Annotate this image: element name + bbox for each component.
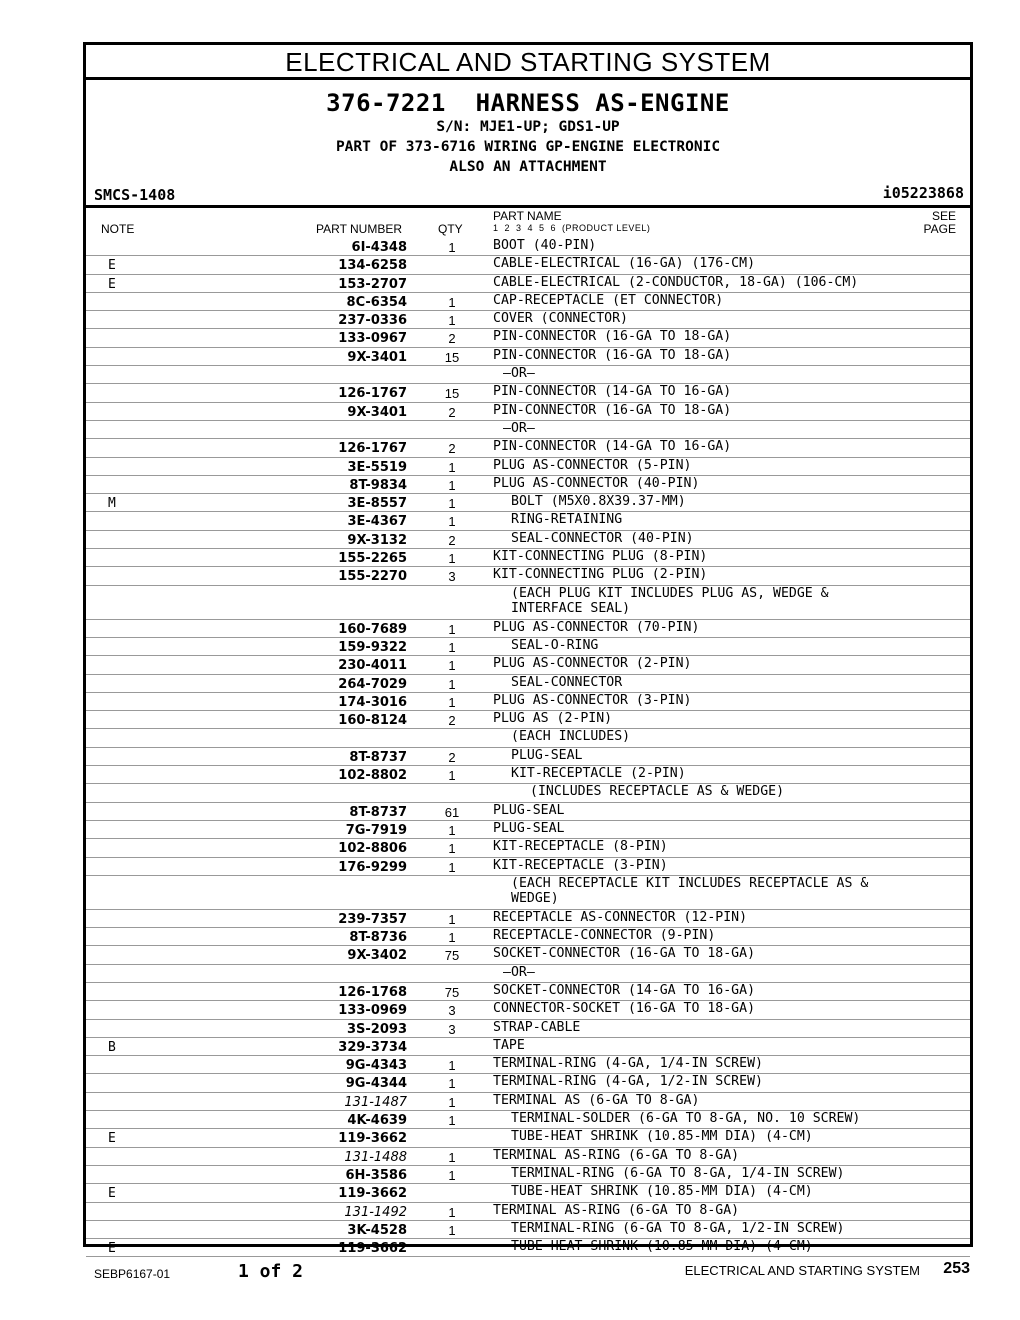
row-quantity: 1 xyxy=(448,459,456,475)
row-part-name: TERMINAL-RING (4-GA, 1/2-IN SCREW) xyxy=(493,1074,763,1090)
row-part-name: PLUG-SEAL xyxy=(493,802,565,818)
row-quantity: 2 xyxy=(448,532,456,548)
row-part-number: 119-3662 xyxy=(338,1131,407,1147)
row-part-name: RECEPTACLE AS-CONNECTOR (12-PIN) xyxy=(493,909,748,925)
row-quantity: 1 xyxy=(448,496,456,512)
column-header-see: SEE xyxy=(931,209,956,223)
row-part-name: PLUG AS-CONNECTOR (2-PIN) xyxy=(493,656,692,672)
row-part-number: 3E-5519 xyxy=(347,459,407,475)
table-row xyxy=(86,348,970,366)
table-row xyxy=(86,1074,970,1092)
row-part-number: 329-3734 xyxy=(338,1039,407,1055)
row-note: E xyxy=(108,1241,116,1257)
row-quantity: 1 xyxy=(448,1167,456,1183)
column-header-product-levels: 1 2 3 4 5 6 (PRODUCT LEVEL) xyxy=(493,223,651,233)
row-part-name: —OR— xyxy=(503,366,535,382)
row-note: B xyxy=(108,1039,116,1055)
row-quantity: 1 xyxy=(448,1076,456,1092)
row-note: E xyxy=(108,276,116,292)
row-part-number: 131-1488 xyxy=(344,1149,407,1165)
row-quantity: 1 xyxy=(448,1094,456,1110)
row-note: E xyxy=(108,1186,116,1202)
table-row xyxy=(86,567,970,585)
row-quantity: 1 xyxy=(448,639,456,655)
attachment-line: ALSO AN ATTACHMENT xyxy=(449,159,607,175)
illustration-id: i05223868 xyxy=(882,184,964,202)
row-part-number: 9G-4344 xyxy=(345,1076,407,1092)
row-quantity: 75 xyxy=(444,948,460,964)
table-row xyxy=(86,946,970,964)
row-part-number: 9X-3402 xyxy=(347,948,407,964)
row-quantity: 1 xyxy=(448,911,456,927)
row-part-name: CABLE-ELECTRICAL (2-CONDUCTOR, 18-GA) (106-CM) xyxy=(493,274,859,290)
row-part-number: 131-1492 xyxy=(344,1204,407,1220)
row-part-number: 131-1487 xyxy=(344,1094,407,1110)
row-part-name: —OR— xyxy=(503,420,535,436)
column-header-qty: QTY xyxy=(438,222,463,236)
smcs-code: SMCS-1408 xyxy=(94,186,176,204)
row-quantity: 1 xyxy=(448,477,456,493)
row-part-name: KIT-RECEPTACLE (8-PIN) xyxy=(493,839,668,855)
page-number: 253 xyxy=(943,1260,970,1277)
row-quantity: 3 xyxy=(448,1003,456,1019)
table-row xyxy=(86,1020,970,1038)
table-row xyxy=(86,1129,970,1147)
table-row xyxy=(86,439,970,457)
row-part-number: 4K-4639 xyxy=(347,1113,407,1129)
row-part-name: PLUG AS-CONNECTOR (3-PIN) xyxy=(493,692,692,708)
row-part-name: CAP-RECEPTACLE (ET CONNECTOR) xyxy=(493,292,724,308)
row-part-number: 3S-2093 xyxy=(347,1021,407,1037)
row-part-name: (EACH INCLUDES) xyxy=(511,729,631,745)
row-part-number: 119-3662 xyxy=(338,1186,407,1202)
row-part-name: PIN-CONNECTOR (16-GA TO 18-GA) xyxy=(493,402,732,418)
row-part-name: BOLT (M5X0.8X39.37-MM) xyxy=(511,494,686,510)
table-row xyxy=(86,876,970,910)
table-row xyxy=(86,910,970,928)
table-row xyxy=(86,494,970,512)
row-part-number: 8C-6354 xyxy=(346,294,407,310)
table-row xyxy=(86,839,970,857)
row-quantity: 1 xyxy=(448,822,456,838)
row-part-name: PLUG AS-CONNECTOR (70-PIN) xyxy=(493,619,700,635)
row-quantity: 15 xyxy=(444,386,460,402)
table-row xyxy=(86,803,970,821)
row-note: M xyxy=(108,496,116,512)
row-part-name: KIT-CONNECTING PLUG (8-PIN) xyxy=(493,549,708,565)
row-part-number: 9X-3401 xyxy=(347,404,407,420)
table-row xyxy=(86,638,970,656)
row-quantity: 2 xyxy=(448,713,456,729)
row-part-number: 3E-4367 xyxy=(347,514,407,530)
row-part-name: CONNECTOR-SOCKET (16-GA TO 18-GA) xyxy=(493,1001,756,1017)
table-row xyxy=(86,458,970,476)
row-quantity: 3 xyxy=(448,569,456,585)
table-row xyxy=(86,1093,970,1111)
table-row xyxy=(86,586,970,620)
row-part-number: 119-3662 xyxy=(338,1241,407,1257)
parts-table xyxy=(86,238,970,1257)
table-row xyxy=(86,675,970,693)
row-part-number: 155-2270 xyxy=(338,569,407,585)
row-quantity: 1 xyxy=(448,676,456,692)
row-quantity: 15 xyxy=(444,349,460,365)
row-part-number: 9X-3401 xyxy=(347,349,407,365)
table-row xyxy=(86,821,970,839)
table-row xyxy=(86,620,970,638)
table-row xyxy=(86,275,970,293)
table-row xyxy=(86,329,970,347)
table-row xyxy=(86,366,970,384)
table-row xyxy=(86,256,970,274)
row-part-name: SOCKET-CONNECTOR (16-GA TO 18-GA) xyxy=(493,946,756,962)
column-header-note: NOTE xyxy=(101,222,135,236)
table-row xyxy=(86,1221,970,1239)
row-quantity: 1 xyxy=(448,768,456,784)
row-part-name: KIT-CONNECTING PLUG (2-PIN) xyxy=(493,567,708,583)
row-part-number: 153-2707 xyxy=(338,276,407,292)
table-row xyxy=(86,1239,970,1257)
table-row xyxy=(86,421,970,439)
table-row xyxy=(86,1001,970,1019)
row-part-number: 7G-7919 xyxy=(345,822,407,838)
table-row xyxy=(86,531,970,549)
harness-title: 376-7221 HARNESS AS-ENGINE xyxy=(326,89,730,117)
row-part-number: 134-6258 xyxy=(338,258,407,274)
row-part-name: PLUG AS (2-PIN) xyxy=(493,711,613,727)
row-part-number: 3K-4528 xyxy=(347,1222,407,1238)
row-part-name: KIT-RECEPTACLE (2-PIN) xyxy=(511,766,686,782)
parts-list-frame xyxy=(83,42,973,1257)
row-quantity: 1 xyxy=(448,1149,456,1165)
row-part-name: TUBE-HEAT SHRINK (10.85-MM DIA) (4-CM) xyxy=(511,1129,813,1145)
row-part-name: STRAP-CABLE xyxy=(493,1019,581,1035)
row-part-number: 133-0967 xyxy=(338,331,407,347)
row-part-name: PIN-CONNECTOR (16-GA TO 18-GA) xyxy=(493,347,732,363)
table-row xyxy=(86,983,970,1001)
row-quantity: 2 xyxy=(448,404,456,420)
row-part-number: 8T-9834 xyxy=(349,477,407,493)
row-part-name: (INCLUDES RECEPTACLE AS & WEDGE) xyxy=(530,784,785,800)
table-row xyxy=(86,1166,970,1184)
table-row xyxy=(86,693,970,711)
row-part-number: 102-8802 xyxy=(338,768,407,784)
row-quantity: 1 xyxy=(448,1222,456,1238)
row-part-name: TERMINAL-RING (6-GA TO 8-GA, 1/4-IN SCREW) xyxy=(511,1165,845,1181)
table-row xyxy=(86,293,970,311)
footer-section-title: ELECTRICAL AND STARTING SYSTEM xyxy=(684,1263,920,1278)
table-row xyxy=(86,1203,970,1221)
table-row xyxy=(86,858,970,876)
row-part-number: 133-0969 xyxy=(338,1003,407,1019)
row-quantity: 1 xyxy=(448,514,456,530)
row-quantity: 1 xyxy=(448,240,456,255)
row-quantity: 1 xyxy=(448,1058,456,1074)
table-row xyxy=(86,238,970,256)
row-quantity: 1 xyxy=(448,859,456,875)
row-part-number: 6I-4348 xyxy=(351,240,407,255)
row-part-number: 126-1767 xyxy=(338,386,407,402)
table-row xyxy=(86,512,970,530)
row-part-number: 8T-8737 xyxy=(349,749,407,765)
row-quantity: 1 xyxy=(448,694,456,710)
row-quantity: 2 xyxy=(448,441,456,457)
table-row xyxy=(86,1038,970,1056)
row-part-name: SEAL-CONNECTOR (40-PIN) xyxy=(511,530,694,546)
row-part-number: 237-0336 xyxy=(338,313,407,329)
row-part-name: RING-RETAINING xyxy=(511,512,623,528)
row-part-name: TERMINAL-SOLDER (6-GA TO 8-GA, NO. 10 SCREW) xyxy=(511,1111,861,1127)
row-quantity: 1 xyxy=(448,551,456,567)
row-part-number: 126-1768 xyxy=(338,984,407,1000)
row-part-name: PIN-CONNECTOR (14-GA TO 16-GA) xyxy=(493,439,732,455)
row-part-number: 126-1767 xyxy=(338,441,407,457)
row-part-name: TUBE-HEAT SHRINK (10.85-MM DIA) (4-CM) xyxy=(511,1239,813,1255)
row-quantity: 1 xyxy=(448,1113,456,1129)
row-part-name: SOCKET-CONNECTOR (14-GA TO 16-GA) xyxy=(493,982,756,998)
table-row xyxy=(86,729,970,747)
row-quantity: 1 xyxy=(448,930,456,946)
row-quantity: 1 xyxy=(448,841,456,857)
row-part-name: SEAL-O-RING xyxy=(511,637,599,653)
table-row xyxy=(86,711,970,729)
row-part-name: (EACH RECEPTACLE KIT INCLUDES RECEPTACLE AS & WEDGE) xyxy=(511,875,869,906)
table-row xyxy=(86,766,970,784)
column-header-page: PAGE xyxy=(923,222,956,236)
row-part-name: TUBE-HEAT SHRINK (10.85-MM DIA) (4-CM) xyxy=(511,1184,813,1200)
row-part-number: 102-8806 xyxy=(338,841,407,857)
row-part-name: (EACH PLUG KIT INCLUDES PLUG AS, WEDGE & INTERFACE SEAL) xyxy=(511,585,829,616)
row-part-number: 3E-8557 xyxy=(347,496,407,512)
document-id: SEBP6167-01 xyxy=(94,1267,171,1281)
row-part-number: 8T-8737 xyxy=(349,804,407,820)
row-part-number: 174-3016 xyxy=(338,694,407,710)
table-row xyxy=(86,403,970,421)
row-part-name: KIT-RECEPTACLE (3-PIN) xyxy=(493,857,668,873)
row-quantity: 1 xyxy=(448,1204,456,1220)
serial-number-range: S/N: MJE1-UP; GDS1-UP xyxy=(436,119,620,135)
page-of-indicator: 1 of 2 xyxy=(238,1261,304,1282)
row-part-number: 264-7029 xyxy=(338,676,407,692)
row-part-name: COVER (CONNECTOR) xyxy=(493,311,628,327)
row-part-name: PLUG-SEAL xyxy=(493,820,565,836)
row-part-name: BOOT (40-PIN) xyxy=(493,238,597,253)
row-part-number: 160-8124 xyxy=(338,713,407,729)
row-quantity: 75 xyxy=(444,984,460,1000)
row-part-number: 159-9322 xyxy=(338,639,407,655)
row-part-name: PIN-CONNECTOR (14-GA TO 16-GA) xyxy=(493,384,732,400)
row-part-number: 6H-3586 xyxy=(345,1167,407,1183)
part-of-line: PART OF 373-6716 WIRING GP-ENGINE ELECTRONIC xyxy=(335,139,721,155)
header-divider xyxy=(86,205,970,208)
row-quantity: 3 xyxy=(448,1021,456,1037)
row-part-name: —OR— xyxy=(503,964,535,980)
row-part-number: 160-7689 xyxy=(338,621,407,637)
row-quantity: 1 xyxy=(448,313,456,329)
row-part-number: 9G-4343 xyxy=(345,1058,407,1074)
row-part-name: PLUG AS-CONNECTOR (40-PIN) xyxy=(493,475,700,491)
row-part-name: PLUG AS-CONNECTOR (5-PIN) xyxy=(493,457,692,473)
table-row xyxy=(86,1056,970,1074)
table-row xyxy=(86,476,970,494)
row-part-name: TERMINAL-RING (6-GA TO 8-GA, 1/2-IN SCREW) xyxy=(511,1220,845,1236)
table-row xyxy=(86,784,970,802)
table-row xyxy=(86,748,970,766)
row-part-name: SEAL-CONNECTOR xyxy=(511,674,623,690)
table-row xyxy=(86,549,970,567)
row-part-number: 8T-8736 xyxy=(349,930,407,946)
row-part-number: 9X-3132 xyxy=(347,532,407,548)
column-header-part-name: PART NAME xyxy=(493,209,562,223)
row-part-number: 230-4011 xyxy=(338,658,407,674)
table-row xyxy=(86,928,970,946)
row-part-name: TERMINAL AS (6-GA TO 8-GA) xyxy=(493,1092,700,1108)
row-part-name: TERMINAL AS-RING (6-GA TO 8-GA) xyxy=(493,1202,740,1218)
table-row xyxy=(86,1184,970,1202)
row-part-name: TAPE xyxy=(493,1037,525,1053)
table-row xyxy=(86,965,970,983)
row-part-name: RECEPTACLE-CONNECTOR (9-PIN) xyxy=(493,928,716,944)
section-title: ELECTRICAL AND STARTING SYSTEM xyxy=(86,45,970,80)
row-part-name: PIN-CONNECTOR (16-GA TO 18-GA) xyxy=(493,329,732,345)
row-quantity: 2 xyxy=(448,331,456,347)
row-quantity: 1 xyxy=(448,621,456,637)
table-row xyxy=(86,1111,970,1129)
row-note: E xyxy=(108,1131,116,1147)
row-part-name: TERMINAL-RING (4-GA, 1/4-IN SCREW) xyxy=(493,1056,763,1072)
row-part-number: 239-7357 xyxy=(338,911,407,927)
column-header-part-number: PART NUMBER xyxy=(316,222,403,236)
row-part-number: 155-2265 xyxy=(338,551,407,567)
table-row xyxy=(86,656,970,674)
row-part-number: 176-9299 xyxy=(338,859,407,875)
row-part-name: PLUG-SEAL xyxy=(511,747,583,763)
table-row xyxy=(86,311,970,329)
table-row xyxy=(86,1148,970,1166)
table-row xyxy=(86,384,970,402)
row-quantity: 1 xyxy=(448,658,456,674)
row-note: E xyxy=(108,258,116,274)
row-quantity: 1 xyxy=(448,294,456,310)
row-quantity: 61 xyxy=(444,804,460,820)
row-quantity: 2 xyxy=(448,749,456,765)
row-part-name: TERMINAL AS-RING (6-GA TO 8-GA) xyxy=(493,1147,740,1163)
row-part-name: CABLE-ELECTRICAL (16-GA) (176-CM) xyxy=(493,256,756,272)
